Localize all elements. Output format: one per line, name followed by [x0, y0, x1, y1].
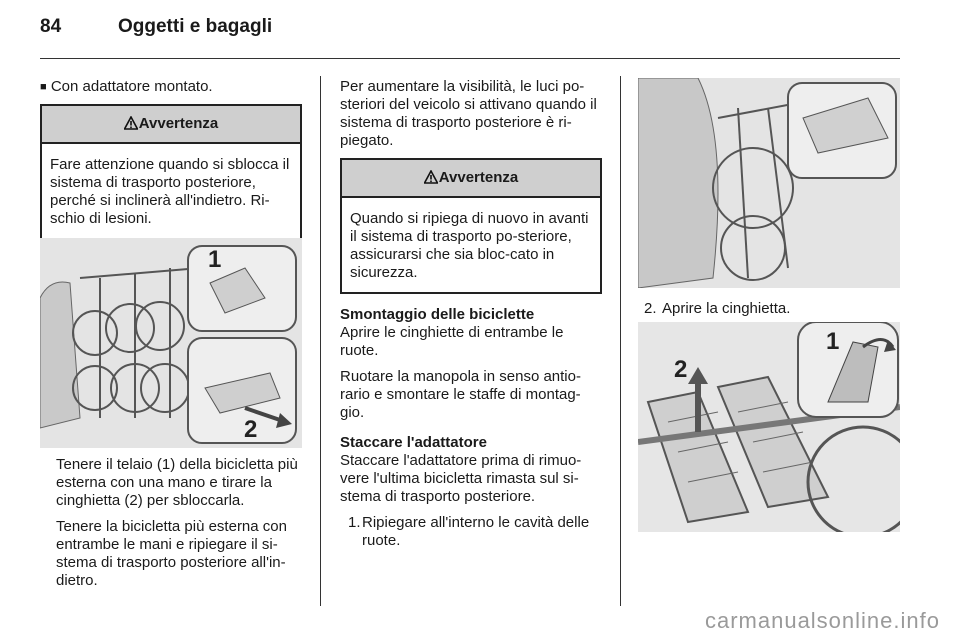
page-number: 84 [40, 16, 62, 37]
column-divider-1 [320, 76, 321, 606]
warning-title: Avvertenza [438, 169, 519, 186]
bullet-icon: ■ [40, 81, 47, 93]
warning-triangle-icon [424, 170, 438, 184]
bike-rack-drawing [40, 238, 302, 448]
paragraph: Aprire le cinghiette di entrambe le ruote. [340, 324, 564, 359]
warning-box-2 [340, 158, 602, 294]
folded-rack-drawing [638, 78, 900, 288]
paragraph: Staccare l'adattatore prima di rimuo-vere l'ultima bicicletta rimasta sul si-stema di trasporto posteriore. [340, 452, 582, 505]
list-item [640, 300, 900, 318]
warning-header [342, 160, 600, 198]
warning-body: Fare attenzione quando si sblocca il sistema di trasporto posteriore, perché si inclinerà all'indietro. Ri-schio di lesioni. [50, 156, 290, 227]
section-heading: Staccare l'adattatore [340, 434, 487, 451]
paragraph: Ruotare la manopola in senso antio-rario e smontare le staffe di montag-gio. [340, 368, 581, 421]
warning-body: Quando si ripiega di nuovo in avanti il sistema di trasporto po-steriore, assicurarsi che sia bloc-cato in sicurezza. [350, 210, 589, 281]
callout-2-label: 2 [244, 416, 258, 443]
bullet-line [40, 78, 302, 96]
header-rule [40, 58, 900, 59]
step-text: Ripiegare all'interno le cavità delle ruote. [362, 514, 590, 549]
callout-2-label: 2 [674, 356, 688, 383]
column-divider-2 [620, 76, 621, 606]
column-3-text [640, 300, 900, 318]
step-number: 1. [348, 514, 361, 531]
warning-header [42, 106, 300, 144]
section-heading: Smontaggio delle biciclette [340, 306, 535, 323]
column-2 [340, 78, 602, 550]
page-title: Oggetti e bagagli [118, 16, 273, 37]
step-text: Aprire la cinghietta. [662, 300, 791, 317]
step-number: 2. [644, 300, 657, 317]
wheel-cradle-drawing [638, 322, 900, 532]
column-1 [40, 78, 302, 240]
bullet-text: Con adattatore montato. [50, 78, 213, 95]
intro-paragraph: Per aumentare la visibilità, le luci po-steriori del veicolo si attivano quando il sistema di trasporto posteriore è ri-piegato. [340, 78, 597, 149]
watermark: carmanualsonline.info [704, 608, 940, 633]
warning-triangle-icon [124, 116, 138, 130]
bike-rack-illustration-2 [638, 78, 900, 288]
paragraph: Tenere il telaio (1) della bicicletta più esterna con una mano e tirare la cinghietta (2) per sbloccarla. [56, 456, 298, 509]
callout-1-label: 1 [208, 246, 222, 273]
callout-1-label: 1 [826, 328, 840, 355]
warning-box-1 [40, 104, 302, 240]
column-1-text [56, 456, 306, 598]
warning-title: Avvertenza [138, 115, 219, 132]
bike-rack-illustration-3 [638, 322, 900, 532]
list-item [340, 514, 602, 550]
paragraph: Tenere la bicicletta più esterna con entrambe le mani e ripiegare il si-stema di trasporto posteriore all'in-dietro. [56, 518, 287, 589]
bike-rack-illustration-1 [40, 238, 302, 448]
steps-list [340, 514, 602, 550]
steps-list [640, 300, 900, 318]
